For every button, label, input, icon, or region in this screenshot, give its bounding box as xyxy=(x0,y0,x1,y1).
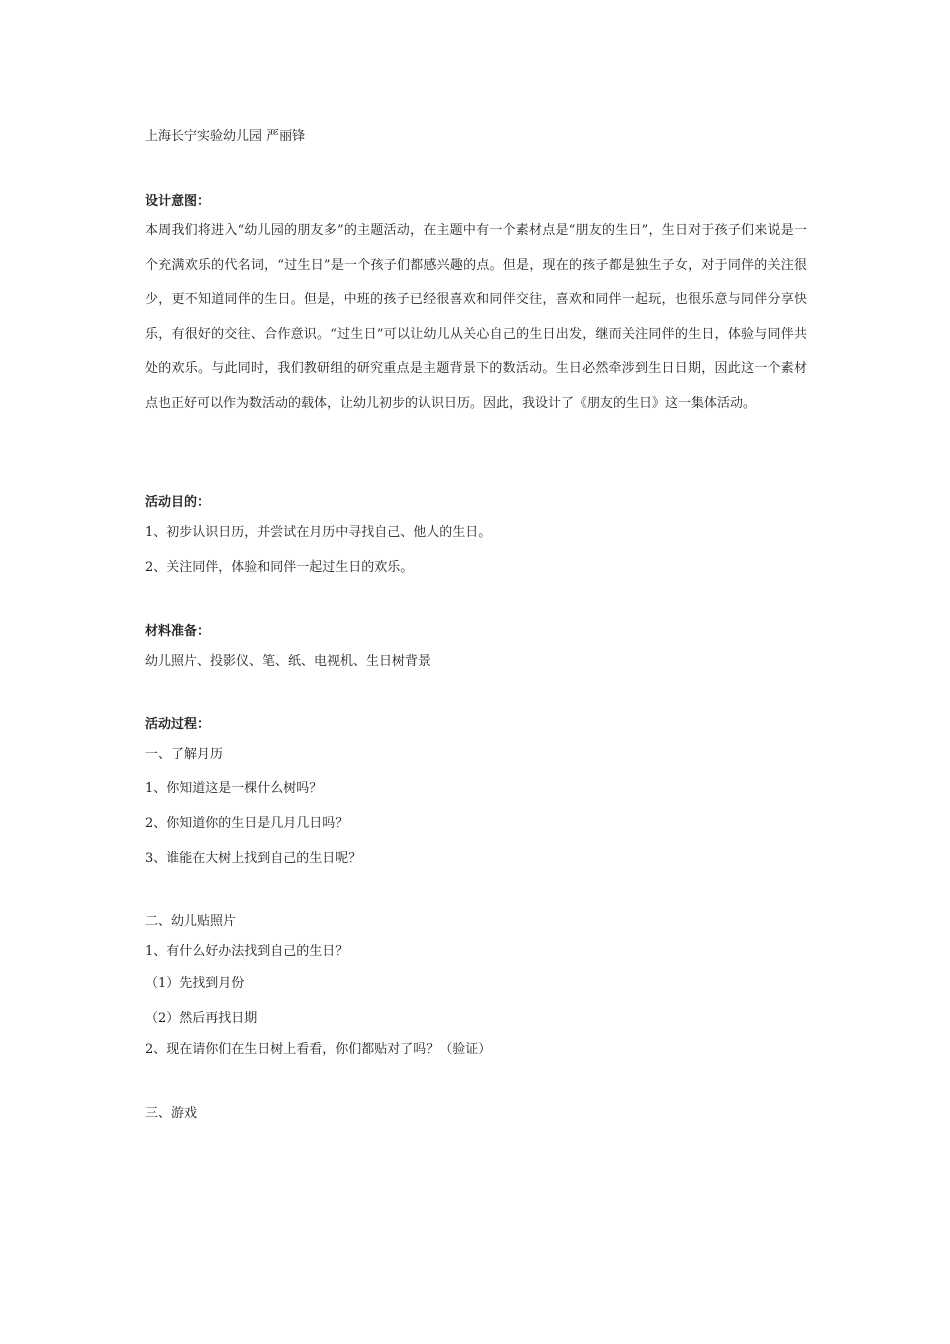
section2-title: 二、幼儿贴照片 xyxy=(145,914,237,929)
section3-title: 三、游戏 xyxy=(145,1106,198,1121)
section1-item-1: 1、你知道这是一棵什么树吗？ xyxy=(145,781,323,796)
section2-item-1: 1、有什么好办法找到自己的生日？ xyxy=(145,944,349,959)
materials-text: 幼儿照片、投影仪、笔、纸、电视机、生日树背景 xyxy=(145,654,432,669)
section1-title: 一、了解月历 xyxy=(145,747,224,762)
goal-item-2: 2、关注同伴，体验和同伴一起过生日的欢乐。 xyxy=(145,560,414,575)
section2-item-4: 2、现在请你们在生日树上看看，你们都贴对了吗？（验证） xyxy=(145,1042,492,1057)
section1-item-2: 2、你知道你的生日是几月几日吗？ xyxy=(145,816,349,831)
process-heading: 活动过程： xyxy=(145,717,211,732)
section2-item-3: （2）然后再找日期 xyxy=(145,1011,258,1026)
section2-item-2: （1）先找到月份 xyxy=(145,976,245,991)
design-heading: 设计意图： xyxy=(145,194,211,209)
author-line: 上海长宁实验幼儿园 严丽锋 xyxy=(145,129,306,144)
goals-heading: 活动目的： xyxy=(145,495,211,510)
materials-heading: 材料准备： xyxy=(145,624,211,639)
design-paragraph: 本周我们将进入“幼儿园的朋友多”的主题活动，在主题中有一个素材点是“朋友的生日”，生日对于孩子们来说是一个充满欢乐的代名词，“过生日”是一个孩子们都感兴趣的点。但是，现在的孩子都是独生子女，对于同伴的关注很少，更不知道同伴的生日。但是，中班的孩子已经很喜欢和同伴交往，喜欢和同伴一起玩，也很乐意与同伴分享快乐，有很好的交往、合作意识。“过生日”可以让幼儿从关心自己的生日出发，继而关注同伴的生日，体验与同伴共处的欢乐。与此同时，我们教研组的研究重点是主题背景下的数活动。生日必然牵涉到生日日期，因此这一个素材点也正好可以作为数活动的载体，让幼儿初步的认识日历。因此，我设计了《朋友的生日》这一集体活动。 xyxy=(145,223,807,411)
section1-item-3: 3、谁能在大树上找到自己的生日呢？ xyxy=(145,851,362,866)
goal-item-1: 1、初步认识日历，并尝试在月历中寻找自己、他人的生日。 xyxy=(145,525,492,540)
